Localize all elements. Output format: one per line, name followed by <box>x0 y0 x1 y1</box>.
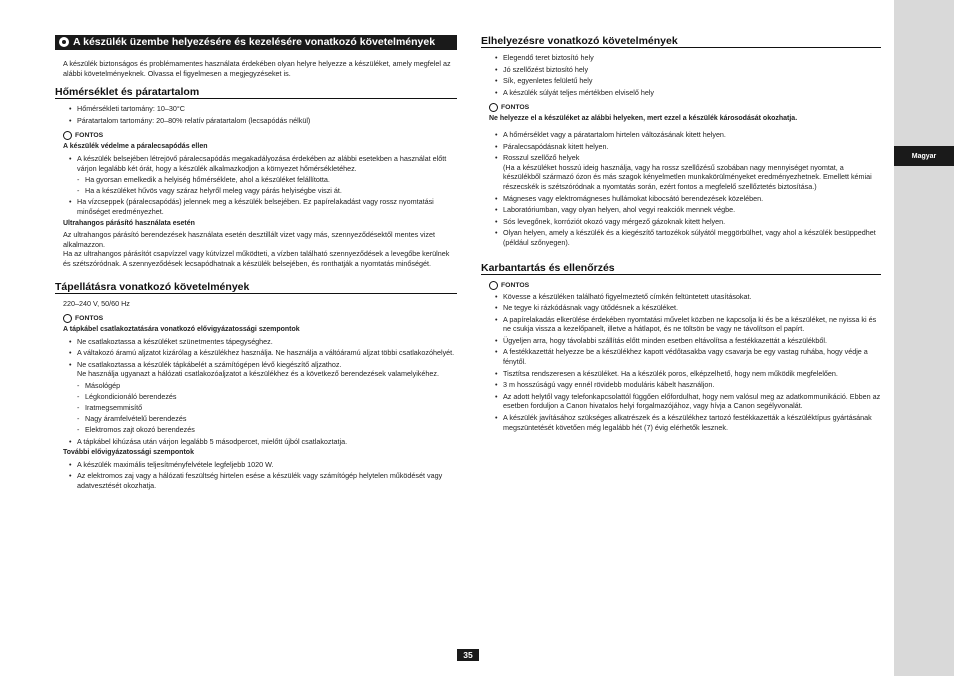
list-item: - Légkondicionáló berendezés <box>55 392 457 402</box>
power-list <box>55 337 457 446</box>
section-title-maintenance: Karbantartás és ellenőrzés <box>481 262 881 275</box>
important-label: FONTOS <box>501 104 530 112</box>
subheading: A tápkábel csatlakoztatására vonatkozó elővigyázatossági szempontok <box>63 326 300 334</box>
list-item: • Páratartalom tartomány: 20–80% relatív páratartalom (lecsapódás nélkül) <box>55 116 457 126</box>
important-label: FONTOS <box>75 315 104 323</box>
condensation-list <box>55 154 457 217</box>
subheading: Ne helyezze el a készüléket az alábbi helyeken, mert ezzel a készülék károsodását okozhatja. <box>489 115 798 123</box>
important-icon <box>489 281 498 290</box>
list-item: • A készülék súlyát teljes mértékben elviselő hely <box>481 88 881 98</box>
avoid-locations-list <box>481 130 881 248</box>
chapter-title <box>55 35 457 50</box>
list-item: • A készülék belsejében létrejövő páralecsapódás megakadályozása érdekében az alábbi esetekben a használat előtt várjon legalább két órát, hogy a készülék alkalmazkodjon a környezet hőmérsékletéhez. <box>55 154 457 173</box>
intro-text: A készülék biztonságos és problémamentes használata érdekében olyan helyre helyezze a készüléket, amely megfelel az alábbi követelményeknek. Olvassa el figyelmesen a megjegyzéseket is. <box>63 59 451 78</box>
list-item: • Ne csatlakoztassa a készüléket szünetmentes tápegységhez. <box>55 337 457 347</box>
list-item: • Ne tegye ki rázkódásnak vagy ütődésnek a készüléket. <box>481 303 881 313</box>
voltage-text: 220–240 V, 50/60 Hz <box>63 298 130 308</box>
list-item: - Másológép <box>55 381 457 391</box>
list-item: • Az adott helytől vagy telefonkapcsolattól függően előfordulhat, hogy nem valósul meg az adatkommunikáció. Ebben az esetben forduljon a Canon hivatalos helyi forgalmazójához, vagy hívja a Canon segélyvonalát. <box>481 392 881 411</box>
list-item: • Tisztítsa rendszeresen a készüléket. Ha a készülék poros, elképzelhető, hogy nem működik megfelelően. <box>481 369 881 379</box>
subheading: A készülék védelme a páralecsapódás ellen <box>63 143 208 151</box>
section-title-placement: Elhelyezésre vonatkozó követelmények <box>481 35 881 48</box>
subheading: További elővigyázatossági szempontok <box>63 449 194 457</box>
list-item: • A váltakozó áramú aljzatot kizárólag a készülékhez használja. Ne használja a váltóáramú aljzat többi csatlakozóhelyét. <box>55 348 457 358</box>
list-item: - Elektromos zajt okozó berendezés <box>55 425 457 435</box>
list-item: • Páralecsapódásnak kitett helyen. <box>481 142 881 152</box>
list-item: • Ügyeljen arra, hogy távolabbi szállítás előtt minden esetben eltávolítsa a festékkazettát a készülékből. <box>481 336 881 346</box>
important-icon <box>489 103 498 112</box>
list-item: • Laboratóriumban, vagy olyan helyen, ahol vegyi reakciók mennek végbe. <box>481 205 881 215</box>
section-title-temperature: Hőmérséklet és páratartalom <box>55 86 457 99</box>
maintenance-list <box>481 292 881 433</box>
list-item: • A tápkábel kihúzása után várjon legalább 5 másodpercet, mielőtt újból csatlakoztatja. <box>55 437 457 447</box>
page-number: 35 <box>457 649 479 661</box>
list-item: • Mágneses vagy elektromágneses hullámokat kibocsátó berendezések közelében. <box>481 194 881 204</box>
list-item: • Ne csatlakoztassa a készülék tápkábelét a számítógépen lévő kiegészítő aljzathoz. Ne használja ugyanazt a hálózati csatlakozóaljzatot a készülékhez és a következő berendezések valamelyikéhez. <box>55 360 457 379</box>
list-item: - Ha a készüléket hűvös vagy száraz helyről meleg vagy párás helyiségbe viszi át. <box>55 186 457 196</box>
language-tab[interactable]: Magyar <box>894 146 954 166</box>
placement-list <box>481 53 881 97</box>
list-item: - Iratmegsemmisítő <box>55 403 457 413</box>
list-item: • A hőmérséklet vagy a páratartalom hirtelen változásának kitett helyen. <box>481 130 881 140</box>
chapter-title-text: A készülék üzembe helyezésére és kezelésére vonatkozó követelmények <box>73 36 436 48</box>
subheading: Ultrahangos párásító használata esetén <box>63 219 195 227</box>
list-item: - Ha gyorsan emelkedik a helyiség hőmérséklete, ahol a készüléket felállította. <box>55 175 457 185</box>
list-item: • Sós levegőnek, korróziót okozó vagy mérgező gázoknak kitett helyen. <box>481 217 881 227</box>
list-item: • Rosszul szellőző helyek (Ha a készüléket hosszú ideig használja, vagy ha rossz szellőzésű szobában nagy mennyiséget nyomtat, a készülékből származó ózon és más szagok kényelmetlen munkakörülményeket eredményezhetnek. Emellett kémiai részecskék is szétszóródnak a nyomtatás során, ezért fontos a megfelelő szellőztetés biztosítása.) <box>481 153 881 191</box>
important-label: FONTOS <box>75 132 104 140</box>
list-item: • Elegendő teret biztosító hely <box>481 53 881 63</box>
list-item: • Kövesse a készüléken található figyelmeztető címkén feltüntetett utasításokat. <box>481 292 881 302</box>
section-title-power: Tápellátásra vonatkozó követelmények <box>55 281 457 294</box>
important-note <box>489 281 881 290</box>
list-item: • 3 m hosszúságú vagy ennél rövidebb moduláris kábelt használjon. <box>481 380 881 390</box>
left-column <box>55 35 457 493</box>
list-item: • Ha vízcseppek (páralecsapódás) jelennek meg a készülék belsejében. Ez papírelakadást vagy rossz nyomtatási minőséget eredményezhet. <box>55 197 457 216</box>
temperature-list <box>55 104 457 125</box>
list-item: • Hőmérsékleti tartomány: 10–30°C <box>55 104 457 114</box>
list-item: - Nagy áramfelvételű berendezés <box>55 414 457 424</box>
important-note <box>63 131 457 140</box>
list-item: • Jó szellőzést biztosító hely <box>481 65 881 75</box>
right-column <box>481 35 881 434</box>
list-item: • A készülék maximális teljesítményfelvétele legfeljebb 1020 W. <box>55 460 457 470</box>
important-note <box>63 314 457 323</box>
list-item: • Az elektromos zaj vagy a hálózati feszültség hirtelen esése a készülék vagy számítógép helytelen működését vagy adatvesztését okozhatja. <box>55 471 457 490</box>
humidifier-text: Az ultrahangos párásító berendezések használata esetén desztillált vizet vagy más, szennyeződésektől mentes vizet alkalmazzon. Ha az ultrahangos párásítót csapvízzel vagy kútvízzel működteti, a vízben található szennyeződések a levegőbe kerülnek és szétszóródnak. A szennyeződések lecsapódhatnak a készülék belsejében, és ronthatják a nyomtatás minőségét. <box>63 230 450 268</box>
chapter-icon <box>59 37 69 47</box>
important-icon <box>63 131 72 140</box>
important-label: FONTOS <box>501 281 530 289</box>
list-item: • A festékkazettát helyezze be a készülékhez kapott védőtasakba vagy csavarja be egy vastag ruhába, hogy védje a fénytől. <box>481 347 881 366</box>
side-margin-bar <box>894 0 954 676</box>
list-item: • Sík, egyenletes felületű hely <box>481 76 881 86</box>
important-icon <box>63 314 72 323</box>
list-item: • A készülék javításához szükséges alkatrészek és a készülékhez tartozó festékkazetták a készüléktípus gyártásának megszüntetését követően még legalább hét (7) évig elérhetők lesznek. <box>481 413 881 432</box>
list-item: • Olyan helyen, amely a készülék és a kiegészítő tartozékok súlyától meggörbülhet, vagy ahol a készülék besüppedhet (például szőnyegen). <box>481 228 881 247</box>
other-precautions-list <box>55 460 457 491</box>
important-note <box>489 103 881 112</box>
list-item: • A papírelakadás elkerülése érdekében nyomtatási művelet közben ne kapcsolja ki és be a készüléket, ne nyissa ki és ne csukja vissza a kezelőpanelt, illetve a hátlapot, és ne töltsön be vagy ne távolítson el papírt. <box>481 315 881 334</box>
